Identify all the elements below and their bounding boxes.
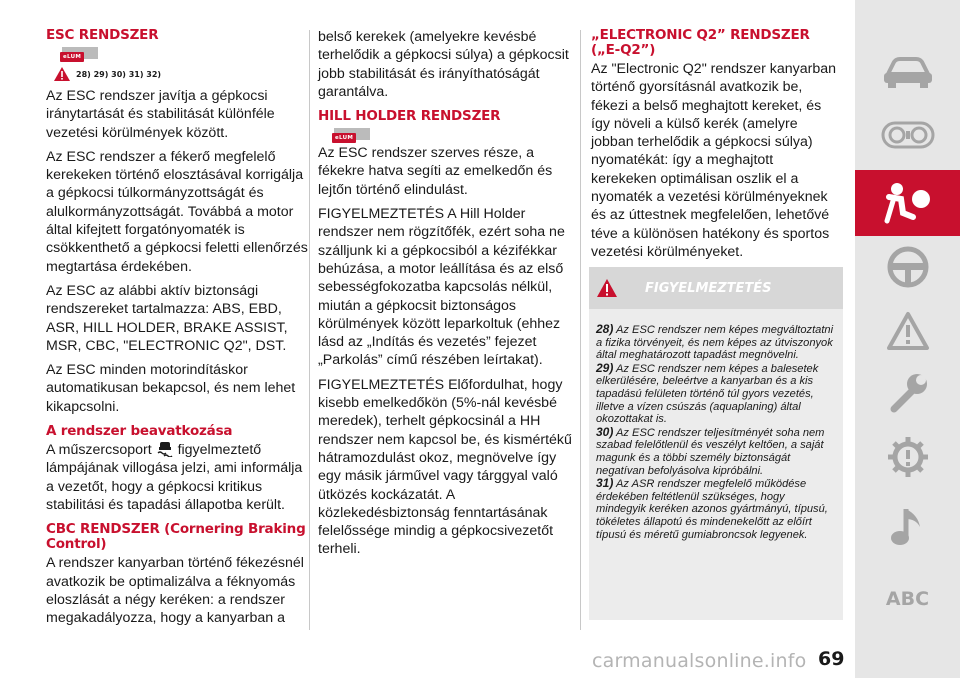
sidebar-item-index[interactable] xyxy=(855,568,960,630)
esc-paragraph-1: Az ESC rendszer javítja a gépkocsi iránytartását és stabilitását különféle vezetési körülmények között. xyxy=(46,88,275,141)
column-divider-2 xyxy=(580,30,581,630)
warning-item-text: Az ESC rendszer nem képes megváltoztatni a fizika törvényeit, és nem képes az útviszonyok által meghatározott tapadást megnövelni. xyxy=(596,324,834,362)
watermark: carmanualsonline.info xyxy=(592,650,807,672)
column-left xyxy=(46,28,308,633)
column-right xyxy=(591,28,839,267)
sidebar-item-steering[interactable] xyxy=(855,236,960,298)
wrench-icon xyxy=(886,371,930,415)
cbc-continued-paragraph: belső kerekek (amelyekre kevésbé terhelődik a gépkocsi súlya) a gépkocsit jobb stabilitását és irányíthatóságát garantálva. xyxy=(318,29,569,100)
technical-data-icon xyxy=(886,435,930,479)
sidebar-item-car[interactable] xyxy=(855,42,960,104)
hill-holder-warning-2: FIGYELMEZTETÉS Előfordulhat, hogy kisebb emelkedőkön (5%-nál kevésbé meredek), terhelt gépkocsinál a HH rendszer nem kapcsol be, és kismértékű hátramozdulást okoz, megnövelve így egy másik járművel vagy tárggyal való ütközés kockázatát. A közlekedésbiztonság fenntartásának felelőssége mindig a gépkocsivezetőt terheli. xyxy=(318,376,572,558)
warning-triangle-icon xyxy=(597,279,617,297)
warning-item xyxy=(596,477,837,541)
abc-index-label: ABC xyxy=(885,588,930,610)
sidebar-item-maintenance[interactable] xyxy=(855,362,960,424)
warning-box xyxy=(589,267,843,620)
warning-item xyxy=(596,426,837,477)
sidebar-item-emergency[interactable] xyxy=(855,300,960,362)
warning-item-number: 28) xyxy=(596,322,614,336)
warning-item-text: Az ESC rendszer teljesítményét soha nem szabad felelőtlenül és veszélyt keltően, a saját magunk és a többi személy biztonságát negatívan befolyásolva kipróbálni. xyxy=(596,426,825,477)
esc-skid-car-icon xyxy=(156,441,174,457)
warning-item-number: 31) xyxy=(596,476,614,491)
heading-intervention: A rendszer beavatkozása xyxy=(46,423,233,440)
intervention-text-b: figyelmeztető lámpájának villogása jelzi, ami informálja a vezetőt, hogy a gépkocsi kritikus stabilitási és tapadási állapotba került. xyxy=(46,442,303,513)
heading-hill-holder: HILL HOLDER RENDSZER xyxy=(318,108,501,125)
elum-badge xyxy=(60,45,308,59)
steering-wheel-icon xyxy=(886,245,930,289)
heading-electronic-q2: „ELECTRONIC Q2” RENDSZER („E-Q2”) xyxy=(591,27,810,58)
warning-item-number: 29) xyxy=(596,360,614,375)
cbc-paragraph: A rendszer kanyarban történő fékezésnél avatkozik be optimalizálva a féknyomás eloszlását a négy keréken: a rendszer megakadályozza, hogy a kanyarban a xyxy=(46,555,304,627)
heading-esc: ESC RENDSZER xyxy=(46,27,159,43)
warning-item-text: Az ESC rendszer nem képes a balesetek elkerülésére, beleértve a kanyarban és a kis tapadású felületen történő túl gyors vezetés, illetve a vízen csúszás (aquaplaning) által okozottakat is. xyxy=(596,362,819,426)
column-middle xyxy=(318,28,574,565)
dashboard-gauges-icon xyxy=(881,121,935,149)
warning-item-number: 30) xyxy=(596,424,614,439)
hill-holder-paragraph-1: Az ESC rendszer szerves része, a fékekre hatva segíti az emelkedőn és lejtőn történő elindulást. xyxy=(318,145,553,198)
esc-paragraph-3: Az ESC az alábbi aktív biztonsági rendszereket tartalmazza: ABS, EBD, ASR, HILL HOLDER, BRAKE ASSIST, MSR, CBC, "ELECTRONIC Q2", DST. xyxy=(46,282,288,354)
elum-badge-2 xyxy=(332,126,574,140)
music-note-icon xyxy=(888,505,928,549)
safety-airbag-icon xyxy=(883,181,933,225)
esc-paragraph-2: Az ESC rendszer a fékerő megfelelő kerekeken történő elosztásával korrigálja a gépkocsi túlkormányzottságát és alulkormányzottságát. Továbbá a motor által kifejtett forgatónyomaték is csökkenthető a gépkocsi feletti ellenőrzés megtartása érdekében. xyxy=(46,148,308,275)
car-icon xyxy=(882,56,934,90)
electronic-q2-paragraph: Az "Electronic Q2" rendszer kanyarban történő gyorsításnál avatkozik be, fékezi a belső meghajtott kereket, és így növeli a külső kerék (amelyre jobban terhelődik a gépkocsi súlya) nyomatékát: így a meghajtott kerekeken optimálisan oszlik el a nyomaték a vezetési körülményeknek és az úttestnek megfelelően, lehetővé téve a különösen hatékony és sportos vezetési körülményeket. xyxy=(591,61,837,260)
chapter-sidebar xyxy=(855,0,960,678)
intervention-text-a: A műszercsoport xyxy=(46,442,152,459)
page-number: 69 xyxy=(818,648,845,670)
warning-box-title: FIGYELMEZTETÉS xyxy=(645,280,772,296)
hill-holder-warning-1: FIGYELMEZTETÉS A Hill Holder rendszer nem rögzítőfék, ezért soha ne szálljunk ki a gépkocsiból a kézifékkar behúzása, a motor leállítása és az első sebességfokozatba kapcsolás nélkül, miután a gépkocsit biztonságos körülmények között leparkoltuk (ehhez lásd az „Indítás és vezetés” fejezet „Parkolás” című részében leírtakat). xyxy=(318,206,565,369)
elum-label: eLUM xyxy=(60,52,84,62)
sidebar-item-safety[interactable] xyxy=(855,170,960,236)
warning-box-header xyxy=(589,267,843,309)
warning-item-text: Az ASR rendszer megfelelő működése érdekében feltétlenül szükséges, hogy mindegyik keréken azonos gyártmányú, típusú, tökéletes állapotú és mindenekelőtt az előírt típusú és méretű gumiabroncsok legyenek. xyxy=(596,478,828,541)
intervention-paragraph xyxy=(46,441,308,514)
warning-triangle-icon xyxy=(886,311,930,351)
heading-cbc: CBC RENDSZER (Cornering Braking Control) xyxy=(46,521,306,553)
warning-items xyxy=(589,309,843,541)
warning-triangle-icon xyxy=(54,67,70,81)
sidebar-item-technical[interactable] xyxy=(855,426,960,488)
warning-item xyxy=(596,323,837,362)
sidebar-item-dashboard[interactable] xyxy=(855,104,960,166)
elum-label-2: eLUM xyxy=(332,133,356,143)
warning-item xyxy=(596,362,837,426)
column-divider-1 xyxy=(309,30,310,630)
esc-paragraph-4: Az ESC minden motorindításkor automatikusan bekapcsol, és nem lehet kikapcsolni. xyxy=(46,362,296,415)
warning-ref-numbers: 28) 29) 30) 31) 32) xyxy=(76,69,162,79)
sidebar-item-multimedia[interactable] xyxy=(855,496,960,558)
warning-refs xyxy=(54,67,308,81)
